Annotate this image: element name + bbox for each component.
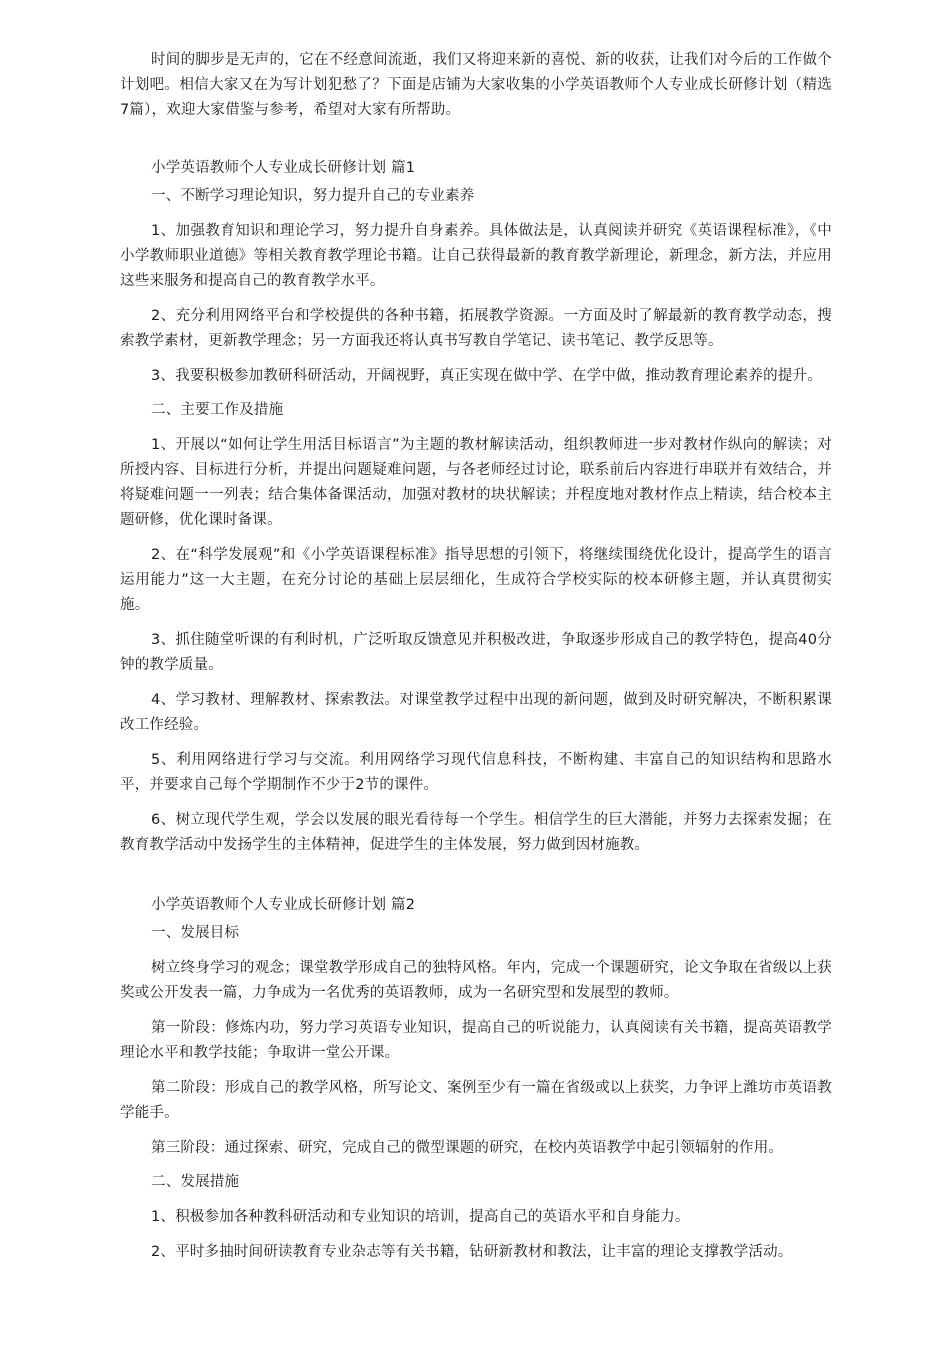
paragraph: 第三阶段：通过探索、研究，完成自己的微型课题的研究，在校内英语教学中起引领辐射的作用。	[151, 1140, 784, 1156]
article-1-section-2-heading: 二、主要工作及措施	[151, 402, 284, 418]
intro-paragraph: 时间的脚步是无声的，它在不经意间流逝，我们又将迎来新的喜悦、新的收获，让我们对今后的工作做个计划吧。相信大家又在为写计划犯愁了？下面是店铺为大家收集的小学英语教师个人专业成长研修计划（精选7篇），欢迎大家借鉴与参考，希望对大家有所帮助。	[120, 52, 832, 118]
article-2-title: 小学英语教师个人专业成长研修计划 篇2	[151, 897, 416, 913]
paragraph: 2、在“科学发展观”和《小学英语课程标准》指导思想的引领下，将继续围绕优化设计，提高学生的语言运用能力”这一大主题，在充分讨论的基础上层层细化，生成符合学校实际的校本研修主题，并认真贯彻实施。	[120, 547, 832, 613]
paragraph: 第一阶段：修炼内功，努力学习英语专业知识，提高自己的听说能力，认真阅读有关书籍，提高英语教学理论水平和教学技能；争取讲一堂公开课。	[120, 1020, 832, 1061]
paragraph: 2、充分利用网络平台和学校提供的各种书籍，拓展教学资源。一方面及时了解最新的教育教学动态，搜索教学素材，更新教学理念；另一方面我还将认真书写教自学笔记、读书笔记、教学反思等。	[120, 308, 832, 349]
article-1-section-1-heading: 一、不断学习理论知识，努力提升自己的专业素养	[151, 188, 475, 204]
article-2-section-1-heading: 一、发展目标	[151, 925, 240, 941]
paragraph: 1、加强教育知识和理论学习，努力提升自身素养。具体做法是，认真阅读并研究《英语课程标准》，《中小学教师职业道德》等相关教育教学理论书籍。让自己获得最新的教育教学新理论，新理念，新方法，并应用这些来服务和提高自己的教育教学水平。	[120, 223, 832, 289]
paragraph: 树立终身学习的观念；课堂教学形成自己的独特风格。年内，完成一个课题研究，论文争取在省级以上获奖或公开发表一篇，力争成为一名优秀的英语教师，成为一名研究型和发展型的教师。	[120, 960, 832, 1001]
paragraph: 第二阶段：形成自己的教学风格，所写论文、案例至少有一篇在省级或以上获奖，力争评上潍坊市英语教学能手。	[120, 1080, 832, 1121]
paragraph: 3、抓住随堂听课的有利时机，广泛听取反馈意见并积极改进，争取逐步形成自己的教学特色，提高40分钟的教学质量。	[120, 632, 832, 673]
article-1-title: 小学英语教师个人专业成长研修计划 篇1	[151, 160, 416, 176]
document-page	[120, 48, 832, 1275]
paragraph: 3、我要积极参加教研科研活动，开阔视野，真正实现在做中学、在学中做，推动教育理论素养的提升。	[151, 368, 822, 384]
paragraph: 4、学习教材、理解教材、探索教法。对课堂教学过程中出现的新问题，做到及时研究解决，不断积累课改工作经验。	[120, 692, 832, 733]
paragraph: 1、开展以“如何让学生用活目标语言”为主题的教材解读活动，组织教师进一步对教材作纵向的解读；对所授内容、目标进行分析，并提出问题疑难问题，与各老师经过讨论，联系前后内容进行串联并有效结合，并将疑难问题一一列表；结合集体备课活动，加强对教材的块状解读；并程度地对教材作点上精读，结合校本主题研修，优化课时备课。	[120, 437, 832, 528]
section-spacer	[120, 868, 832, 894]
article-2-section-2-heading: 二、发展措施	[151, 1174, 240, 1190]
paragraph: 2、平时多抽时间研读教育专业杂志等有关书籍，钻研新教材和教法，让丰富的理论支撑教学活动。	[151, 1244, 793, 1260]
paragraph: 1、积极参加各种教科研活动和专业知识的培训，提高自己的英语水平和自身能力。	[151, 1209, 690, 1225]
paragraph: 5、利用网络进行学习与交流。利用网络学习现代信息科技，不断构建、丰富自己的知识结构和思路水平，并要求自己每个学期制作不少于2节的课件。	[120, 752, 832, 793]
paragraph: 6、树立现代学生观，学会以发展的眼光看待每一个学生。相信学生的巨大潜能，并努力去探索发掘；在教育教学活动中发扬学生的主体精神，促进学生的主体发展，努力做到因材施教。	[120, 812, 832, 853]
